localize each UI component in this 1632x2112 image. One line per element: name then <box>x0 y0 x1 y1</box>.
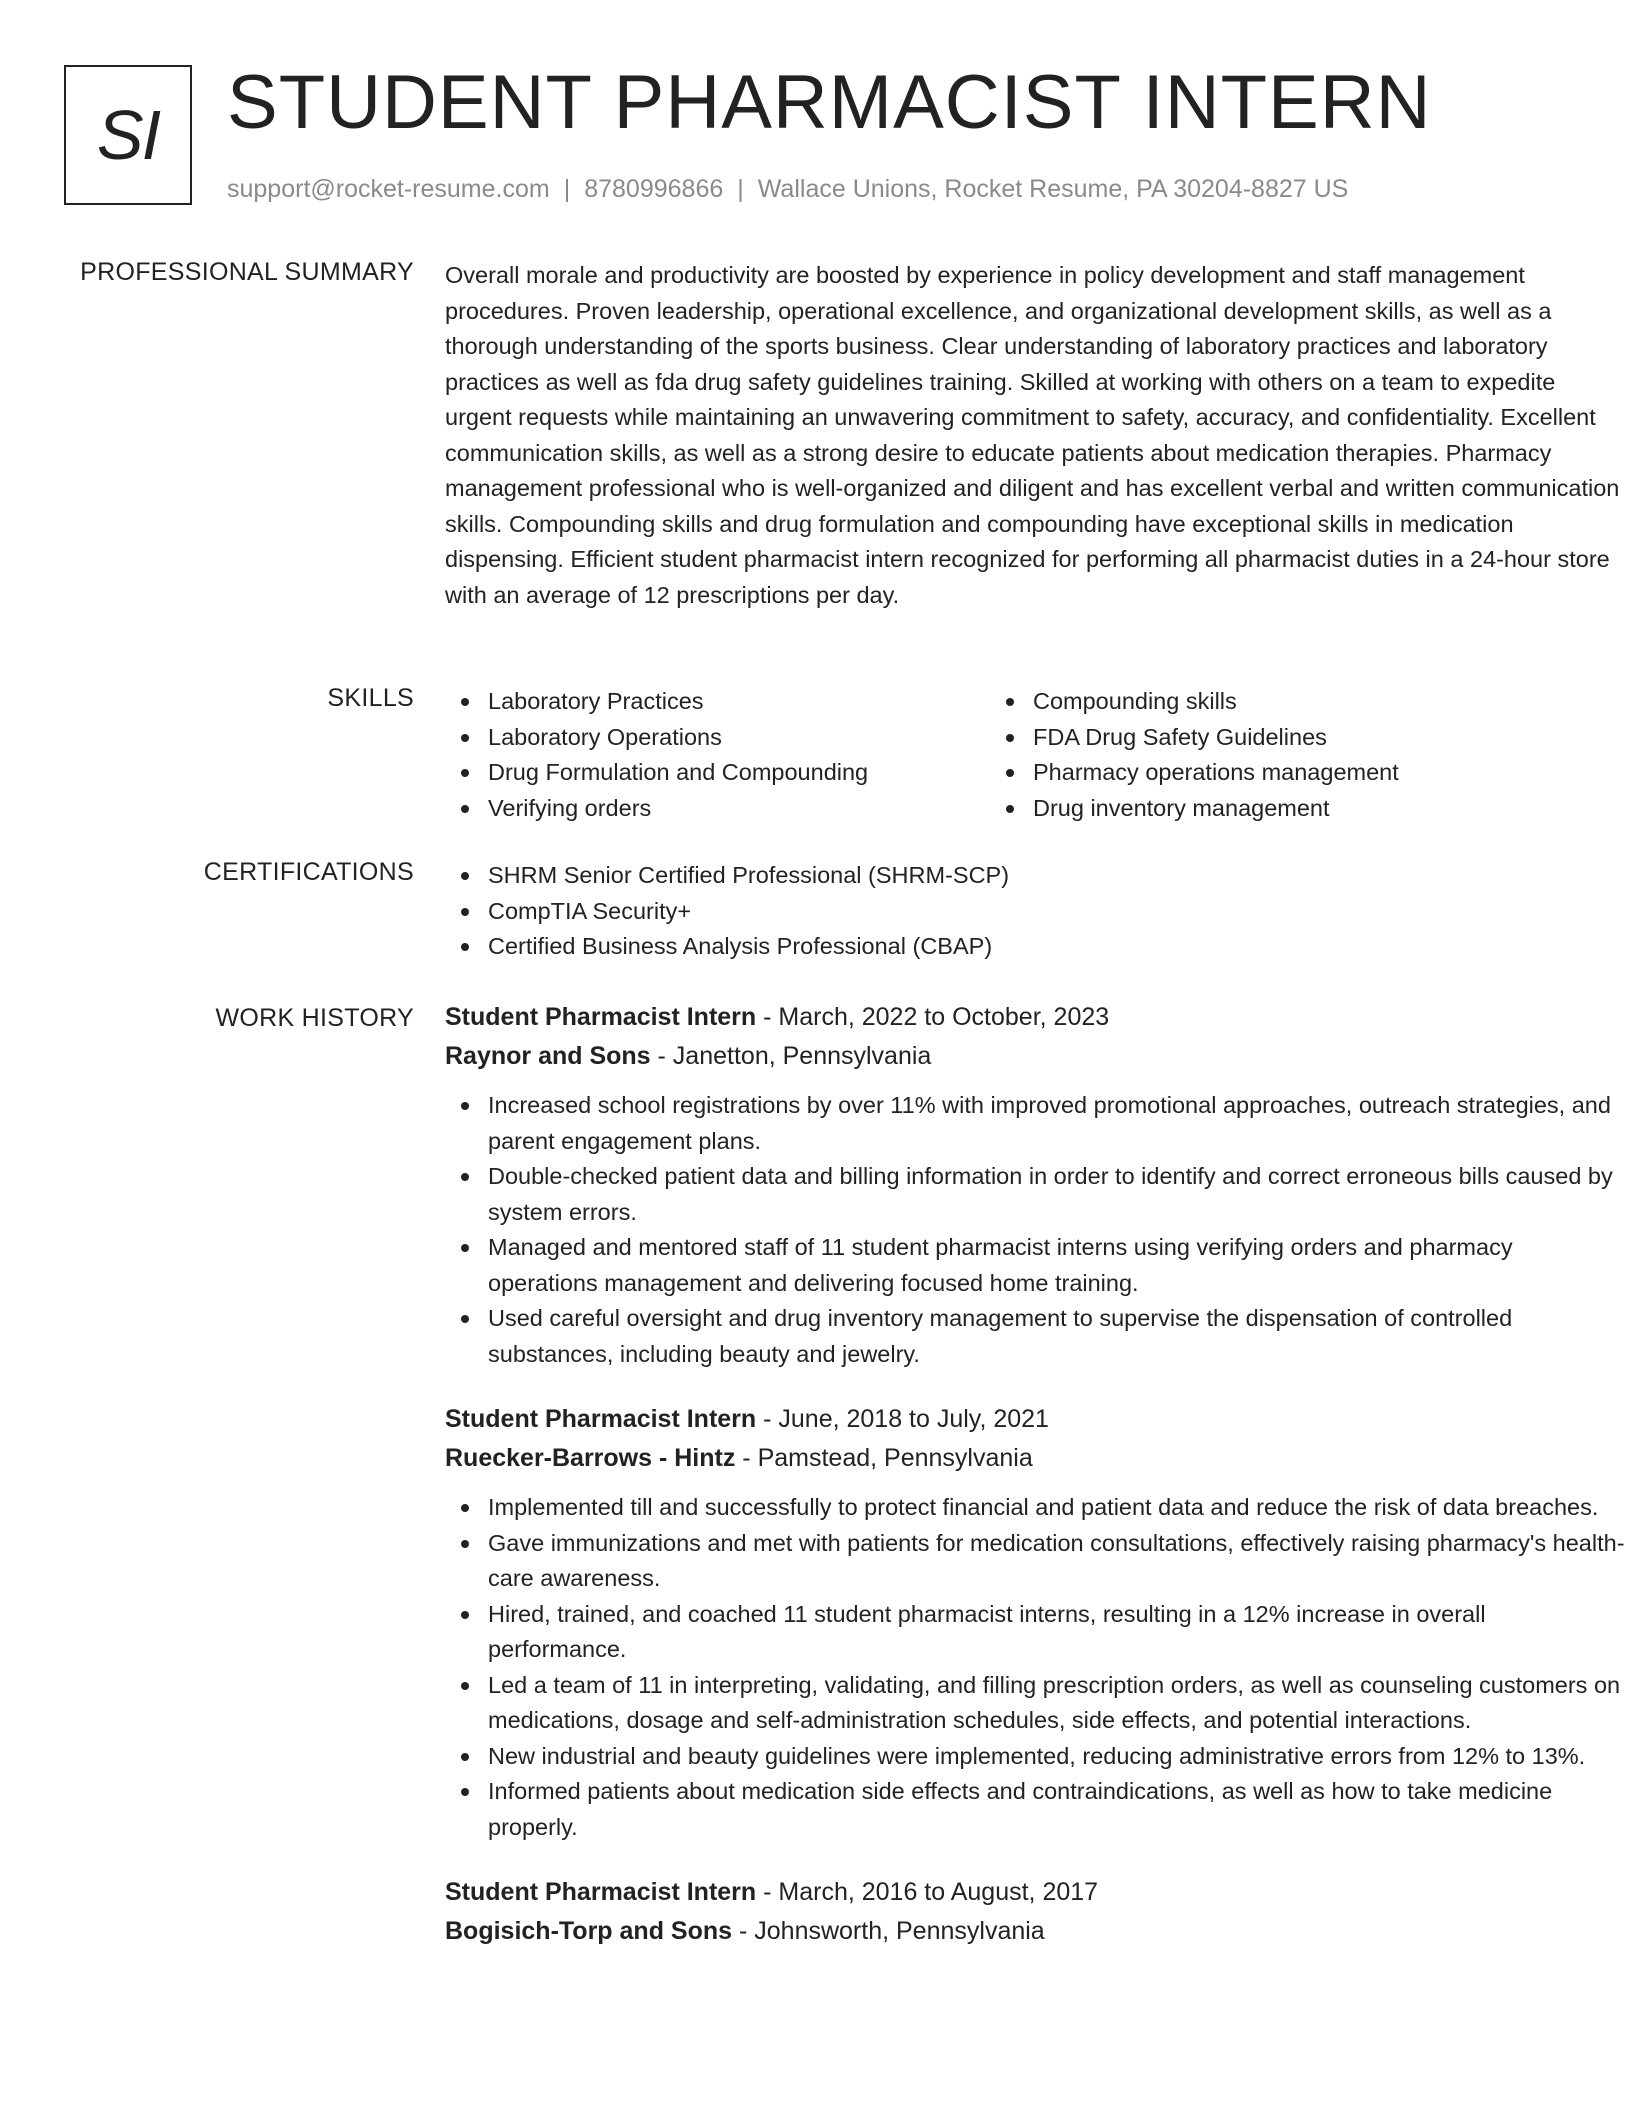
job-bullets <box>445 1088 1625 1372</box>
job-title: Student Pharmacist Intern <box>445 1878 757 1906</box>
skills-list <box>445 684 1625 826</box>
resume-header <box>64 60 1564 215</box>
monogram-initials: SI <box>96 96 160 174</box>
skills-heading: SKILLS <box>327 684 414 712</box>
job-company: Bogisich-Torp and Sons <box>445 1917 733 1945</box>
skill-item: Laboratory Operations <box>445 720 990 756</box>
certification-item: Certified Business Analysis Professional (CBAP) <box>445 929 1625 965</box>
skills-column-right <box>990 684 1510 826</box>
contact-separator: | <box>737 175 744 203</box>
summary-heading: PROFESSIONAL SUMMARY <box>80 258 414 286</box>
skill-item: Drug inventory management <box>990 791 1510 827</box>
job-location: - Johnsworth, Pennsylvania <box>732 1917 1045 1945</box>
contact-phone[interactable]: 8780996866 <box>584 175 724 203</box>
job-company-line <box>445 1439 1625 1478</box>
job-entry <box>445 1400 1625 1845</box>
job-title: Student Pharmacist Intern <box>445 1003 757 1031</box>
job-company: Ruecker-Barrows - Hintz <box>445 1444 736 1472</box>
job-bullet: Implemented till and successfully to protect financial and patient data and reduce the risk of data breaches. <box>445 1490 1625 1526</box>
job-location: - Janetton, Pennsylvania <box>650 1042 932 1070</box>
certification-item: SHRM Senior Certified Professional (SHRM-SCP) <box>445 858 1625 894</box>
work-history-heading: WORK HISTORY <box>215 1004 414 1032</box>
contact-email[interactable]: support@rocket-resume.com <box>227 175 550 203</box>
skill-item: Compounding skills <box>990 684 1510 720</box>
work-history-body <box>445 998 1625 1979</box>
job-title-line <box>445 998 1625 1037</box>
skills-column-left <box>445 684 990 826</box>
job-entry <box>445 998 1625 1372</box>
job-entry <box>445 1873 1625 1951</box>
job-bullet: Increased school registrations by over 11% with improved promotional approaches, outreach strategies, and parent engagement plans. <box>445 1088 1625 1159</box>
certifications-body <box>445 858 1625 965</box>
certifications-list <box>445 858 1625 965</box>
job-bullet: Double-checked patient data and billing information in order to identify and correct erroneous bills caused by system errors. <box>445 1159 1625 1230</box>
job-title-line <box>445 1400 1625 1439</box>
job-title-line <box>445 1873 1625 1912</box>
skill-item: Pharmacy operations management <box>990 755 1510 791</box>
job-bullet: Managed and mentored staff of 11 student pharmacist interns using verifying orders and pharmacy operations management and delivering focused home training. <box>445 1230 1625 1301</box>
skill-item: Laboratory Practices <box>445 684 990 720</box>
job-bullets <box>445 1490 1625 1845</box>
monogram-logo <box>64 65 192 205</box>
job-bullet: Led a team of 11 in interpreting, validating, and filling prescription orders, as well as counseling customers on medications, dosage and self-administration schedules, side effects, and potential interactions. <box>445 1668 1625 1739</box>
resume-title: STUDENT PHARMACIST INTERN <box>227 60 1432 145</box>
certification-item: CompTIA Security+ <box>445 894 1625 930</box>
job-dates: - March, 2022 to October, 2023 <box>756 1003 1110 1031</box>
job-dates: - March, 2016 to August, 2017 <box>756 1878 1099 1906</box>
contact-address: Wallace Unions, Rocket Resume, PA 30204-8827 US <box>757 175 1349 203</box>
job-bullet: Gave immunizations and met with patients for medication consultations, effectively raising pharmacy's health-care awareness. <box>445 1526 1625 1597</box>
summary-body <box>445 258 1625 613</box>
summary-text: Overall morale and productivity are boosted by experience in policy development and staff management procedures. Proven leadership, operational excellence, and organizational development skills, as well as a thorough understanding of the sports business. Clear understanding of laboratory practices and laboratory practices as well as fda drug safety guidelines training. Skilled at working with others on a team to expedite urgent requests while maintaining an unwavering commitment to safety, accuracy, and confidentiality. Excellent communication skills, as well as a strong desire to educate patients about medication therapies. Pharmacy management professional who is well-organized and diligent and has excellent verbal and written communication skills. Compounding skills and drug formulation and compounding have exceptional skills in medication dispensing. Efficient student pharmacist intern recognized for performing all pharmacist duties in a 24-hour store with an average of 12 prescriptions per day. <box>445 262 1620 608</box>
skill-item: FDA Drug Safety Guidelines <box>990 720 1510 756</box>
job-bullet: Informed patients about medication side effects and contraindications, as well as how to take medicine properly. <box>445 1774 1625 1845</box>
job-bullet: New industrial and beauty guidelines were implemented, reducing administrative errors from 12% to 13%. <box>445 1739 1625 1775</box>
job-company-line <box>445 1037 1625 1076</box>
certifications-heading: CERTIFICATIONS <box>203 858 414 886</box>
job-dates: - June, 2018 to July, 2021 <box>756 1405 1049 1433</box>
job-title: Student Pharmacist Intern <box>445 1405 757 1433</box>
job-bullet: Used careful oversight and drug inventory management to supervise the dispensation of controlled substances, including beauty and jewelry. <box>445 1301 1625 1372</box>
skill-item: Verifying orders <box>445 791 990 827</box>
job-company: Raynor and Sons <box>445 1042 651 1070</box>
skill-item: Drug Formulation and Compounding <box>445 755 990 791</box>
contact-separator: | <box>563 175 571 203</box>
job-location: - Pamstead, Pennsylvania <box>735 1444 1033 1472</box>
job-company-line <box>445 1912 1625 1951</box>
contact-line <box>227 175 1348 204</box>
job-bullet: Hired, trained, and coached 11 student pharmacist interns, resulting in a 12% increase in overall performance. <box>445 1597 1625 1668</box>
